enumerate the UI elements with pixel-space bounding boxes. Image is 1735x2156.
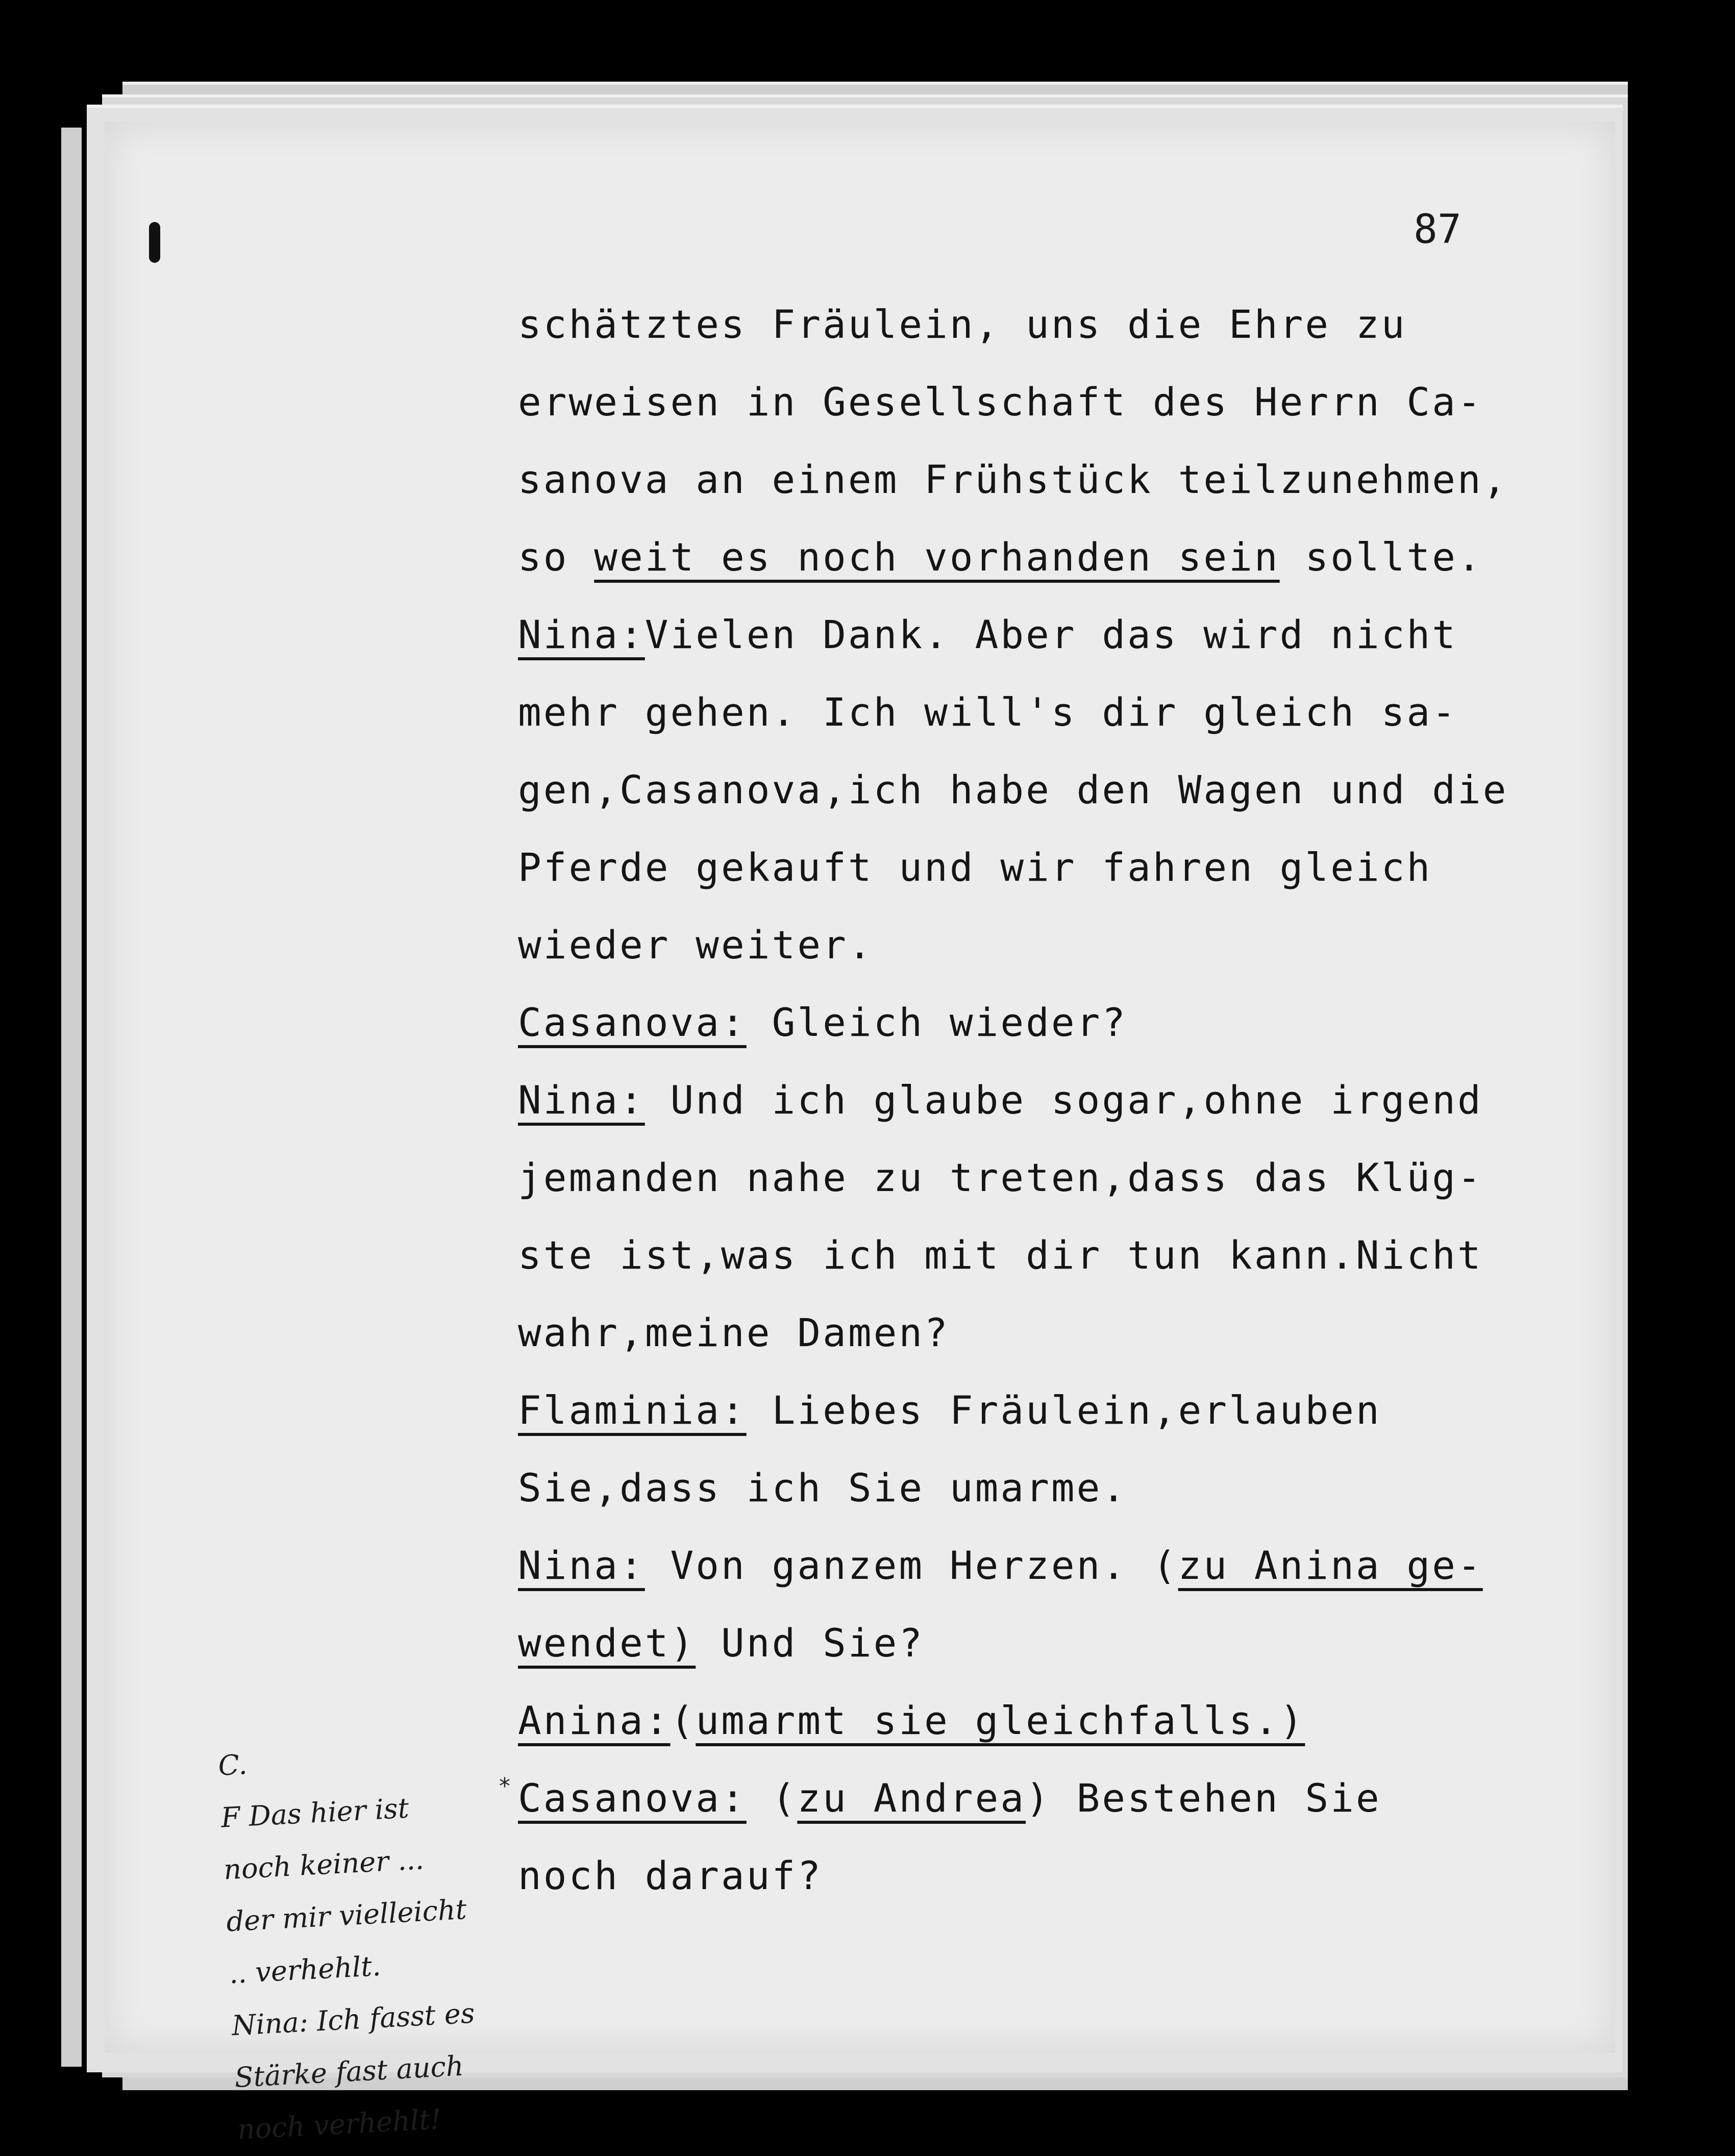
underlined-text: zu Andrea: [797, 1775, 1026, 1821]
typed-line: [518, 674, 1508, 751]
text-segment: Liebes Fräulein,erlauben: [746, 1387, 1381, 1433]
text-segment: Und ich glaube sogar,ohne irgend: [645, 1077, 1483, 1123]
text-segment: Von ganzem Herzen. (: [645, 1543, 1178, 1588]
text-segment: Gleich wieder?: [746, 1000, 1128, 1045]
text-segment: sanova an einem Frühstück teilzunehmen,: [518, 457, 1508, 502]
handwritten-line: noch keiner ...: [222, 1843, 425, 1886]
typed-line: [518, 751, 1508, 829]
handwritten-line: der mir vielleicht: [226, 1893, 467, 1938]
typed-text-body: [518, 286, 1508, 1915]
typed-line: [518, 1217, 1508, 1294]
text-segment: Sie,dass ich Sie umarme.: [518, 1465, 1128, 1510]
typed-line: [518, 906, 1508, 984]
typed-line: [518, 1139, 1508, 1217]
typed-line: [518, 1449, 1508, 1527]
typed-line: [518, 984, 1508, 1061]
underlined-text: Nina:: [518, 612, 645, 657]
handwritten-margin-note: [217, 1724, 555, 2156]
typed-line: [518, 441, 1508, 518]
typed-line: [518, 1604, 1508, 1682]
text-segment: noch darauf?: [518, 1853, 823, 1898]
underlined-text: Casanova:: [518, 1000, 747, 1045]
underlined-text: Nina:: [518, 1543, 645, 1588]
underlined-text: Nina:: [518, 1077, 645, 1123]
text-segment: ) Bestehen Sie: [1026, 1775, 1381, 1821]
text-segment: Und Sie?: [696, 1620, 925, 1666]
underlined-text: Casanova:: [518, 1775, 747, 1821]
handwritten-line: Stärke fast auch: [234, 2049, 465, 2094]
text-segment: wahr,meine Damen?: [518, 1310, 950, 1355]
handwritten-line: Nina: Ich fasst es: [231, 1997, 476, 2042]
page-number: 87: [1414, 207, 1461, 253]
underlined-text: Anina:: [518, 1698, 671, 1743]
typed-line: [518, 1837, 1508, 1915]
typed-line: [518, 1760, 1508, 1837]
typed-line: [518, 286, 1508, 363]
typed-line: [518, 1682, 1508, 1760]
underlined-text: wendet): [518, 1620, 696, 1666]
punch-hole-mark: [149, 222, 160, 263]
text-segment: (: [746, 1775, 798, 1821]
text-segment: erweisen in Gesellschaft des Herrn Ca-: [518, 379, 1483, 425]
text-segment: Pferde gekauft und wir fahren gleich: [518, 845, 1432, 890]
page-edge: [61, 128, 82, 2067]
text-segment: so: [518, 534, 594, 580]
handwritten-line: .. verhehlt.: [228, 1949, 382, 1990]
text-segment: (: [670, 1698, 696, 1743]
handwritten-line: noch verhehlt!: [236, 2103, 442, 2146]
underlined-text: zu Anina ge-: [1178, 1543, 1483, 1588]
text-segment: gen,Casanova,ich habe den Wagen und die: [518, 767, 1508, 812]
text-segment: wieder weiter.: [518, 922, 874, 968]
underlined-text: Flaminia:: [518, 1387, 747, 1433]
typed-line: [518, 518, 1508, 596]
typed-line: [518, 1372, 1508, 1449]
typed-line: [518, 596, 1508, 674]
text-segment: ste ist,was ich mit dir tun kann.Nicht: [518, 1232, 1483, 1278]
typed-line: [518, 363, 1508, 441]
underlined-text: umarmt sie gleichfalls.): [696, 1698, 1305, 1743]
text-segment: sollte.: [1279, 534, 1483, 580]
text-segment: jemanden nahe zu treten,dass das Klüg-: [518, 1155, 1483, 1200]
typed-line: [518, 1061, 1508, 1139]
underlined-text: weit es noch vorhanden sein: [594, 534, 1280, 580]
text-segment: schätztes Fräulein, uns die Ehre zu: [518, 302, 1407, 347]
typed-line: [518, 1527, 1508, 1604]
typed-line: [518, 829, 1508, 906]
typed-line: [518, 1294, 1508, 1372]
handwritten-line: C.: [217, 1748, 248, 1782]
insert-mark: *: [499, 1773, 510, 1799]
text-segment: mehr gehen. Ich will's dir gleich sa-: [518, 689, 1457, 735]
handwritten-line: F Das hier ist: [220, 1792, 410, 1834]
text-segment: Vielen Dank. Aber das wird nicht: [645, 612, 1457, 657]
